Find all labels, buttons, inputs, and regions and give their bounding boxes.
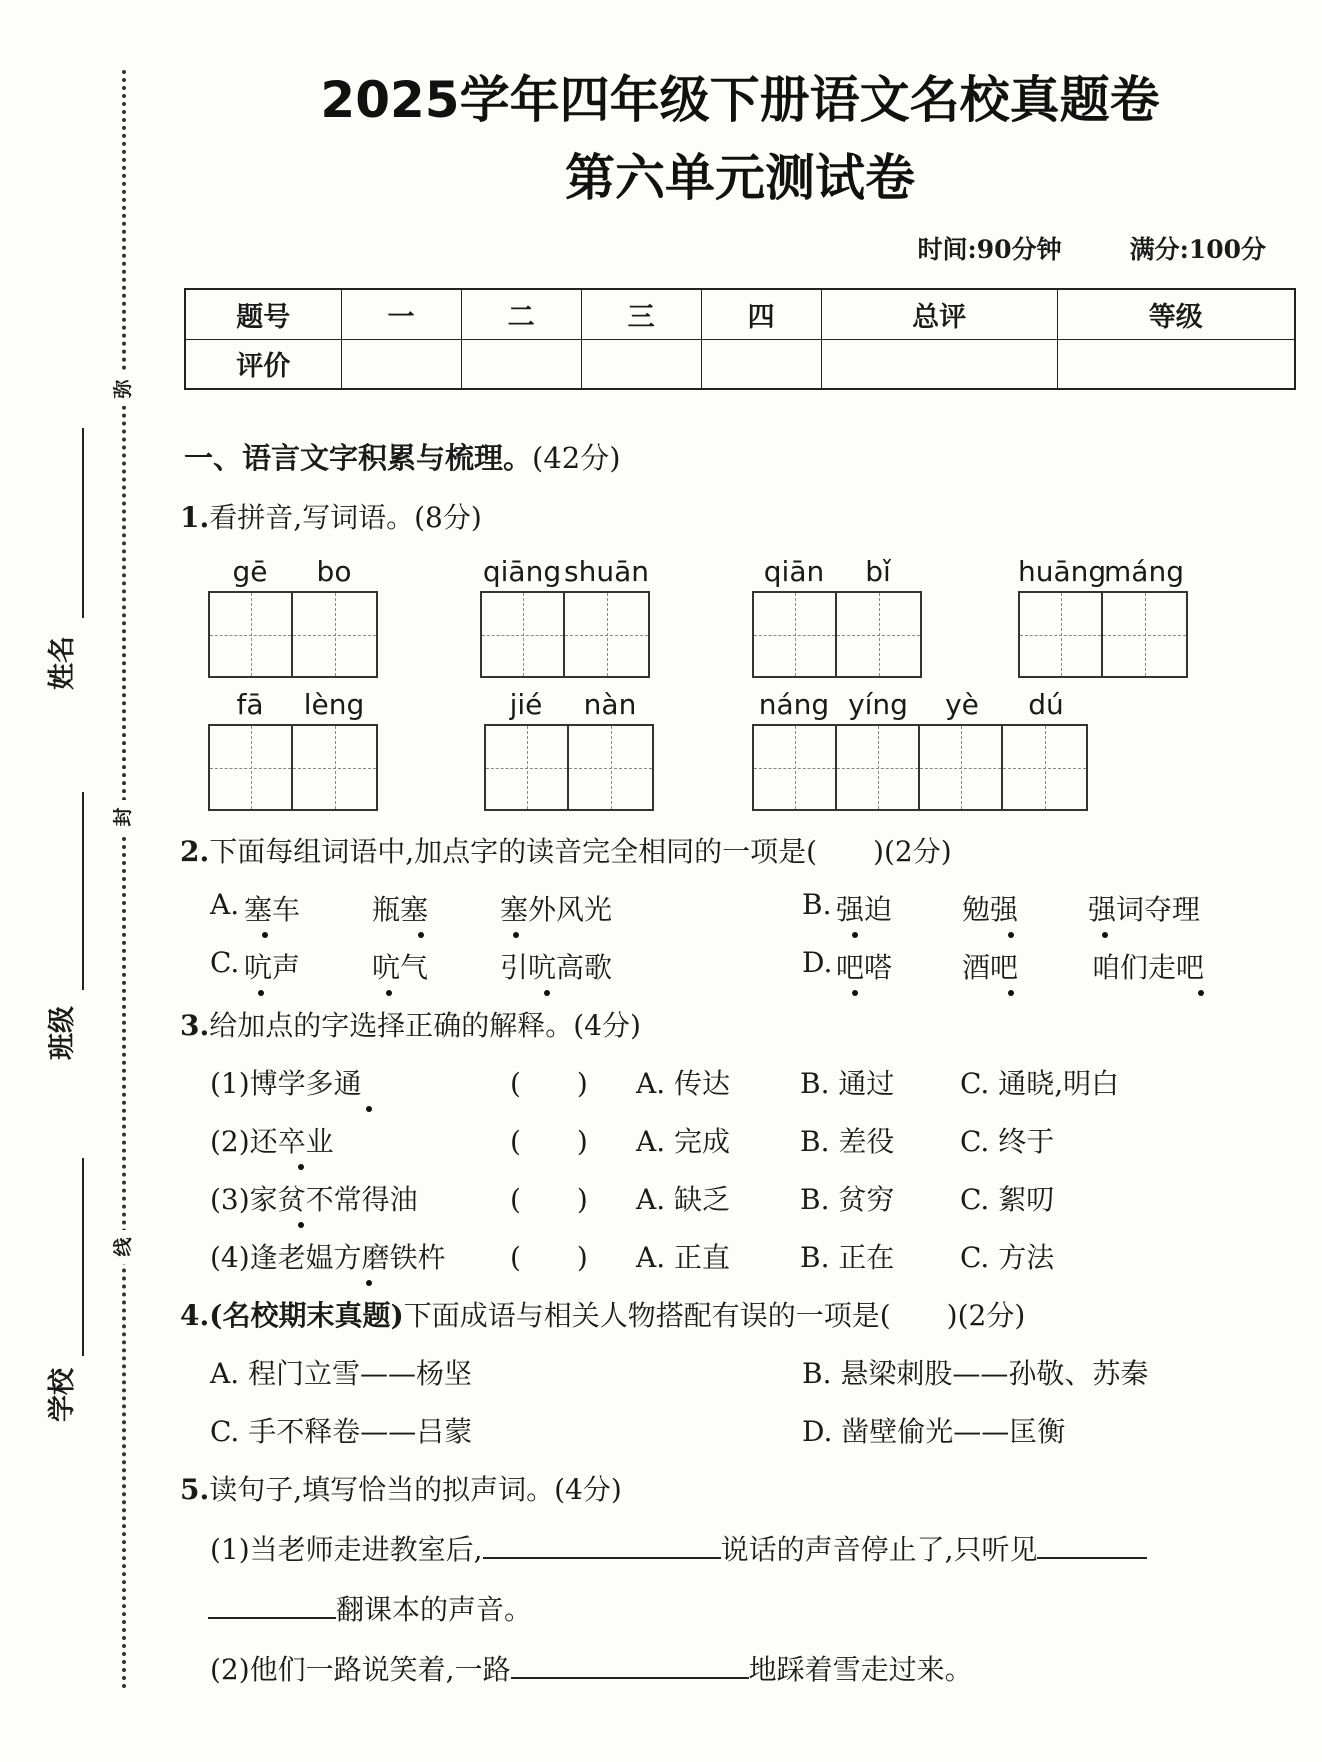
emphasis-dot	[513, 932, 519, 938]
option-word: 引吭高歌	[500, 951, 613, 984]
sentence-2	[210, 1648, 973, 1688]
emphasis-dot	[258, 990, 264, 996]
emphasis-dot	[1102, 932, 1108, 938]
seal-mark: 封	[106, 800, 140, 834]
pinyin: jié	[509, 688, 543, 721]
time-limit: 时间:90分钟	[917, 235, 1062, 264]
question-text: 看拼音,写词语。(8分)	[209, 501, 482, 534]
choice-a: A. 正直	[636, 1241, 731, 1274]
class-label: 班级	[47, 1006, 78, 1060]
tian-grid[interactable]	[484, 724, 654, 811]
question-tag: (名校期末真题)	[209, 1299, 404, 1332]
pinyin: yíng	[848, 688, 908, 721]
emphasis-dot	[298, 1222, 304, 1228]
emphasis-dot	[852, 990, 858, 996]
tian-grid[interactable]	[752, 591, 922, 678]
pinyin: lèng	[303, 688, 365, 721]
score-header-cell: 四	[701, 289, 821, 339]
option-d: D. 凿壁偷光——匡衡	[802, 1415, 1066, 1448]
score-header-cell: 一	[341, 289, 461, 339]
emphasis-dot	[386, 990, 392, 996]
q3-phrase: (1)博学多通	[210, 1067, 362, 1100]
option-word: 吧嗒	[836, 951, 893, 984]
emphasis-dot	[366, 1106, 372, 1112]
answer-paren[interactable]: ( )	[510, 1241, 588, 1274]
option-label: C.	[210, 946, 240, 979]
sentence-text: 说话的声音停止了,只听见	[720, 1533, 1038, 1566]
score-header-cell: 题号	[185, 289, 341, 339]
option-word: 瓶塞	[372, 893, 429, 926]
emphasis-dot	[298, 1164, 304, 1170]
question-number: 3.	[180, 1009, 210, 1042]
pinyin: qiāng	[482, 555, 562, 588]
question-1	[180, 496, 482, 536]
sentence-1	[210, 1528, 1147, 1568]
question-number: 4.	[180, 1299, 210, 1332]
pinyin: máng	[1104, 555, 1184, 588]
option-a: A. 程门立雪——杨坚	[210, 1357, 473, 1390]
pinyin: fā	[236, 688, 264, 721]
tian-grid[interactable]	[208, 724, 378, 811]
option-word: 咱们走吧	[1092, 951, 1205, 984]
q3-phrase: (4)逢老媪方磨铁杵	[210, 1241, 446, 1274]
pinyin: bǐ	[865, 555, 891, 588]
option-word: 强迫	[836, 893, 893, 926]
choice-c: C. 终于	[960, 1125, 1055, 1158]
emphasis-dot	[1008, 932, 1014, 938]
emphasis-dot	[366, 1280, 372, 1286]
choice-b: B. 差役	[800, 1125, 895, 1158]
answer-blank[interactable]	[208, 1591, 336, 1619]
option-word: 酒吧	[962, 951, 1019, 984]
answer-blank[interactable]	[511, 1651, 749, 1679]
question-2	[180, 830, 952, 870]
score-cell[interactable]	[461, 339, 581, 389]
answer-paren[interactable]: ( )	[510, 1125, 588, 1158]
choice-b: B. 通过	[800, 1067, 895, 1100]
paper-subtitle: 第六单元测试卷	[565, 149, 915, 207]
pinyin: qiān	[763, 555, 825, 588]
emphasis-dot	[544, 990, 550, 996]
score-row-label: 评价	[185, 339, 341, 389]
pinyin: gē	[232, 555, 268, 588]
pinyin: huāng	[1018, 555, 1107, 588]
q3-phrase: (2)还卒业	[210, 1125, 334, 1158]
tian-grid[interactable]	[208, 591, 378, 678]
question-text: 下面每组词语中,加点字的读音完全相同的一项是( )(2分)	[209, 835, 952, 868]
sentence-text: 地踩着雪走过来。	[748, 1653, 973, 1686]
pinyin: náng	[758, 688, 830, 721]
sentence-text: (1)当老师走进教室后,	[210, 1533, 483, 1566]
choice-a: A. 完成	[636, 1125, 731, 1158]
score-header-cell: 二	[461, 289, 581, 339]
answer-paren[interactable]: ( )	[510, 1183, 588, 1216]
paper-title: 2025学年四年级下册语文名校真题卷	[320, 71, 1160, 129]
score-header-cell: 总评	[821, 289, 1057, 339]
option-b: B. 悬梁刺股——孙敬、苏秦	[802, 1357, 1149, 1390]
option-word: 塞车	[244, 893, 301, 926]
question-number: 5.	[180, 1473, 210, 1506]
tian-grid[interactable]	[1018, 591, 1188, 678]
answer-blank[interactable]	[1037, 1531, 1147, 1559]
section-title: 一、语言文字积累与梳理。	[184, 441, 533, 475]
pinyin: shuān	[564, 555, 649, 588]
question-text: 下面成语与相关人物搭配有误的一项是( )(2分)	[403, 1299, 1026, 1332]
emphasis-dot	[418, 932, 424, 938]
score-header-cell: 三	[581, 289, 701, 339]
option-word: 吭声	[244, 951, 301, 984]
score-cell[interactable]	[1057, 339, 1295, 389]
sentence-text: 翻课本的声音。	[336, 1593, 533, 1626]
name-label: 姓名	[47, 636, 78, 690]
sentence-text: (2)他们一路说笑着,一路	[210, 1653, 511, 1686]
class-line[interactable]	[82, 792, 84, 990]
score-cell[interactable]	[821, 339, 1057, 389]
option-c: C. 手不释卷——吕蒙	[210, 1415, 473, 1448]
full-score: 满分:100分	[1129, 235, 1266, 264]
seal-dotted-line	[122, 70, 126, 1690]
option-word: 强词夺理	[1088, 893, 1201, 926]
sentence-1-cont	[208, 1588, 532, 1628]
school-line[interactable]	[82, 1158, 84, 1356]
seal-mark: 线	[106, 1230, 140, 1264]
question-number: 1.	[180, 501, 210, 534]
q3-phrase: (3)家贫不常得油	[210, 1183, 418, 1216]
question-text: 读句子,填写恰当的拟声词。(4分)	[209, 1473, 622, 1506]
section-heading	[184, 436, 621, 477]
question-3	[180, 1004, 641, 1044]
emphasis-dot	[1008, 990, 1014, 996]
answer-paren[interactable]: ( )	[510, 1067, 588, 1100]
score-cell[interactable]	[341, 339, 461, 389]
question-4	[180, 1294, 1025, 1334]
tian-grid[interactable]	[480, 591, 650, 678]
pinyin: nàn	[583, 688, 637, 721]
name-line[interactable]	[82, 428, 84, 618]
choice-b: B. 贫穷	[800, 1183, 895, 1216]
binding-strip	[0, 0, 170, 1762]
question-text: 给加点的字选择正确的解释。(4分)	[209, 1009, 641, 1042]
pinyin: bo	[316, 555, 352, 588]
emphasis-dot	[852, 932, 858, 938]
question-number: 2.	[180, 835, 210, 868]
emphasis-dot	[262, 932, 268, 938]
exam-meta	[918, 230, 1266, 266]
choice-a: A. 缺乏	[636, 1183, 731, 1216]
option-label: B.	[802, 888, 832, 921]
section-score: (42分)	[532, 441, 621, 475]
score-cell[interactable]	[581, 339, 701, 389]
choice-c: C. 通晓,明白	[960, 1067, 1120, 1100]
question-5	[180, 1468, 622, 1508]
seal-mark: 弥	[106, 372, 140, 406]
option-word: 勉强	[962, 893, 1019, 926]
score-cell[interactable]	[701, 339, 821, 389]
answer-blank[interactable]	[483, 1531, 721, 1559]
choice-b: B. 正在	[800, 1241, 895, 1274]
choice-c: C. 方法	[960, 1241, 1055, 1274]
option-label: A.	[210, 888, 240, 921]
school-label: 学校	[47, 1368, 78, 1422]
pinyin: dú	[1028, 688, 1064, 721]
option-word: 吭气	[372, 951, 429, 984]
choice-a: A. 传达	[636, 1067, 731, 1100]
emphasis-dot	[1198, 990, 1204, 996]
option-label: D.	[802, 946, 833, 979]
tian-grid[interactable]	[752, 724, 1088, 811]
choice-c: C. 絮叨	[960, 1183, 1055, 1216]
option-word: 塞外风光	[500, 893, 613, 926]
pinyin: yè	[945, 688, 979, 721]
score-header-cell: 等级	[1057, 289, 1295, 339]
score-table	[184, 288, 1296, 390]
